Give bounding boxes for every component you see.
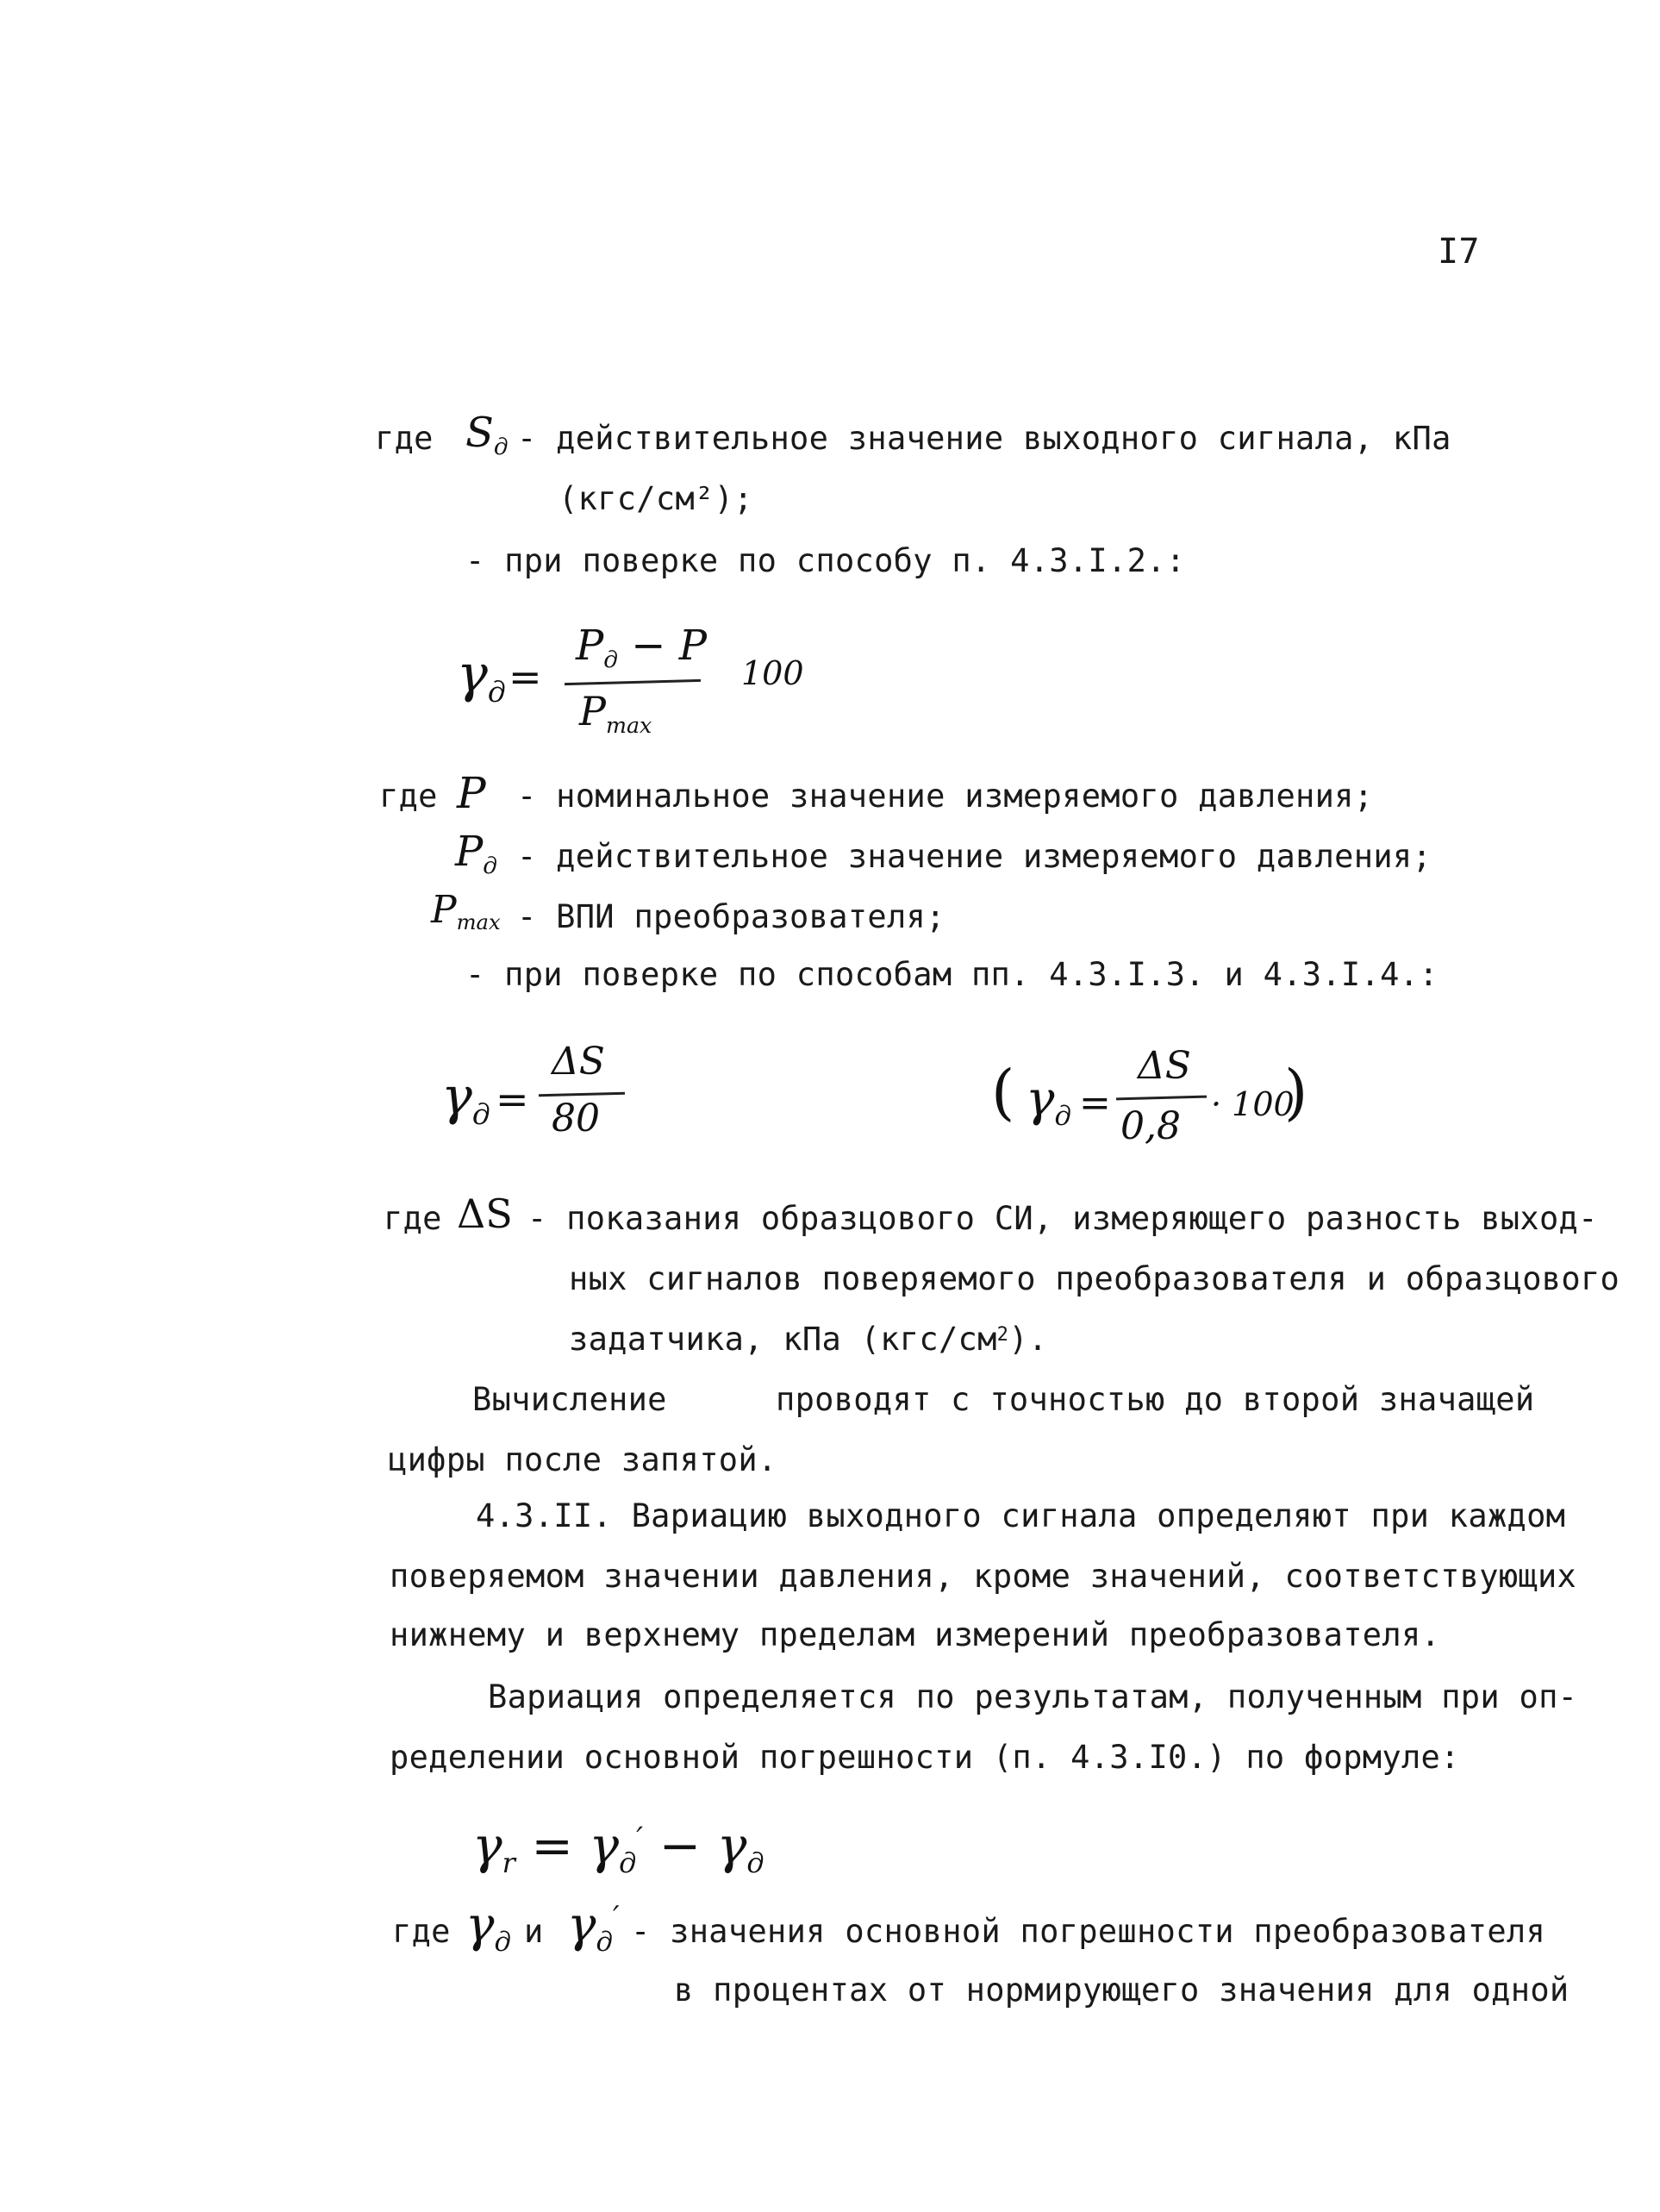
formula1-lhs-sub: д bbox=[487, 674, 506, 709]
symbol-gamma-d-prime-main: γ bbox=[567, 1897, 596, 1953]
section-4311-line1: 4.3.II. Вариацию выходного сигнала определяют при каждом bbox=[476, 1497, 1566, 1534]
where-label: где bbox=[375, 420, 434, 457]
sd-units: (кгс/см²); bbox=[559, 480, 753, 517]
case2-intro: - при поверке по способам пп. 4.3.I.3. и 4.3.I.4.: bbox=[465, 956, 1438, 993]
formula3-lhs bbox=[1026, 1072, 1071, 1132]
symbol-sd-sub: д bbox=[493, 434, 509, 461]
variation-line1: Вариация определяется по результатам, полученным при оп- bbox=[488, 1678, 1578, 1715]
pmax-definition: - ВПИ преобразователя; bbox=[517, 898, 945, 935]
ds-definition-line2: ных сигналов поверяемого преобразователя и образцового bbox=[569, 1260, 1620, 1297]
formula4-b-sub: д bbox=[746, 1846, 764, 1880]
ds-line3-text: задатчика, кПа (кгс/см bbox=[569, 1321, 997, 1358]
ds-definition-line1: - показания образцового СИ, измеряющего разность выход- bbox=[527, 1200, 1598, 1237]
formula4-eq: = bbox=[531, 1816, 573, 1875]
formula1-num-rest: − P bbox=[631, 622, 708, 670]
formula3-lhs-symbol: γ bbox=[1026, 1072, 1055, 1128]
formula2-lhs-sub: д bbox=[471, 1097, 490, 1131]
symbol-pd-main: P bbox=[455, 828, 484, 876]
symbol-gamma-d-prime bbox=[567, 1897, 620, 1958]
symbol-pmax bbox=[431, 888, 501, 935]
case1-intro: - при поверке по способу п. 4.3.I.2.: bbox=[465, 542, 1186, 579]
symbol-pd-sub: д bbox=[483, 853, 498, 880]
formula3-close-paren: ) bbox=[1284, 1057, 1308, 1128]
formula4-lhs: γ bbox=[472, 1816, 502, 1875]
formula1-lhs-symbol: γ bbox=[457, 644, 488, 704]
formula4 bbox=[472, 1816, 764, 1880]
calc-line2: цифры после запятой. bbox=[388, 1441, 777, 1478]
formula2-eq: = bbox=[496, 1076, 529, 1122]
formula1-num-p: P bbox=[576, 622, 604, 670]
symbol-delta-s: ΔS bbox=[457, 1190, 513, 1237]
p-definition: - номинальное значение измеряемого давления; bbox=[517, 778, 1374, 815]
section-4311-line3: нижнему и верхнему пределам измерений преобразователя. bbox=[390, 1616, 1441, 1653]
symbol-pmax-sub: max bbox=[456, 910, 501, 935]
symbol-gamma-d-prime-sub: д bbox=[596, 1926, 613, 1958]
formula3-denominator: 0,8 bbox=[1120, 1104, 1181, 1148]
symbol-pmax-main: P bbox=[431, 888, 457, 932]
symbol-p: P bbox=[457, 768, 486, 818]
where-label-4: где bbox=[392, 1913, 451, 1950]
symbol-gamma-d-prime-sup: ′ bbox=[613, 1900, 620, 1934]
formula4-a-sup: ′ bbox=[636, 1821, 644, 1856]
calc-line1-a: Вычисление bbox=[472, 1381, 667, 1418]
formula4-a-sub: д bbox=[619, 1846, 637, 1880]
formula1-factor: 100 bbox=[741, 654, 804, 692]
formula2-lhs-symbol: γ bbox=[441, 1066, 472, 1127]
formula2-lhs bbox=[441, 1066, 490, 1131]
page-number: I7 bbox=[1438, 232, 1480, 272]
formula1-numerator bbox=[576, 622, 708, 674]
gamma-definition-line2: в процентах от нормирующего значения для одной bbox=[674, 1971, 1570, 2009]
sd-definition: - действительное значение выходного сигнала, кПа bbox=[517, 420, 1451, 457]
symbol-pd bbox=[455, 828, 498, 880]
variation-line2: ределении основной погрешности (п. 4.3.I0.) по формуле: bbox=[390, 1739, 1460, 1776]
formula2-denominator: 80 bbox=[552, 1097, 600, 1140]
ds-line3-end: ). bbox=[1008, 1321, 1048, 1358]
formula3-fraction-line bbox=[1116, 1096, 1207, 1101]
formula1-num-sub: д bbox=[603, 647, 619, 674]
ds-line3-sup: 2 bbox=[996, 1322, 1009, 1346]
calc-line1-b: проводят с точностью до второй значащей bbox=[776, 1381, 1535, 1418]
and-label: и bbox=[524, 1913, 544, 1950]
formula1-fraction-line bbox=[565, 679, 701, 685]
symbol-gamma-d-sub: д bbox=[494, 1926, 511, 1958]
pd-definition: - действительное значение измеряемого давления; bbox=[517, 838, 1432, 875]
formula4-minus: − bbox=[658, 1816, 702, 1875]
symbol-gamma-d bbox=[465, 1897, 511, 1958]
formula1-den-p: P bbox=[579, 688, 606, 734]
formula2-numerator: ΔS bbox=[552, 1040, 605, 1084]
formula3-factor: · 100 bbox=[1211, 1085, 1295, 1123]
where-label-3: где bbox=[384, 1200, 442, 1237]
formula3-eq: = bbox=[1079, 1081, 1111, 1125]
section-4311-line2: поверяемом значении давления, кроме значений, соответствующих bbox=[390, 1558, 1577, 1595]
formula3-lhs-sub: д bbox=[1054, 1100, 1071, 1132]
formula4-b: γ bbox=[716, 1816, 747, 1875]
formula1-eq: = bbox=[509, 653, 542, 700]
formula4-lhs-sub: r bbox=[502, 1846, 515, 1880]
where-label-2: где bbox=[379, 778, 438, 815]
formula1-lhs bbox=[457, 644, 506, 709]
symbol-sd bbox=[465, 409, 509, 461]
formula3-numerator: ΔS bbox=[1138, 1044, 1191, 1088]
formula1-denominator bbox=[579, 688, 652, 738]
gamma-definition-line1: - значения основной погрешности преобразователя bbox=[631, 1913, 1546, 1950]
formula1-den-sub: max bbox=[605, 712, 652, 738]
formula4-a: γ bbox=[589, 1816, 620, 1875]
ds-definition-line3 bbox=[569, 1321, 1048, 1358]
symbol-sd-main: S bbox=[465, 409, 494, 457]
formula3-open-paren: ( bbox=[991, 1057, 1015, 1128]
symbol-gamma-d-main: γ bbox=[465, 1897, 495, 1953]
